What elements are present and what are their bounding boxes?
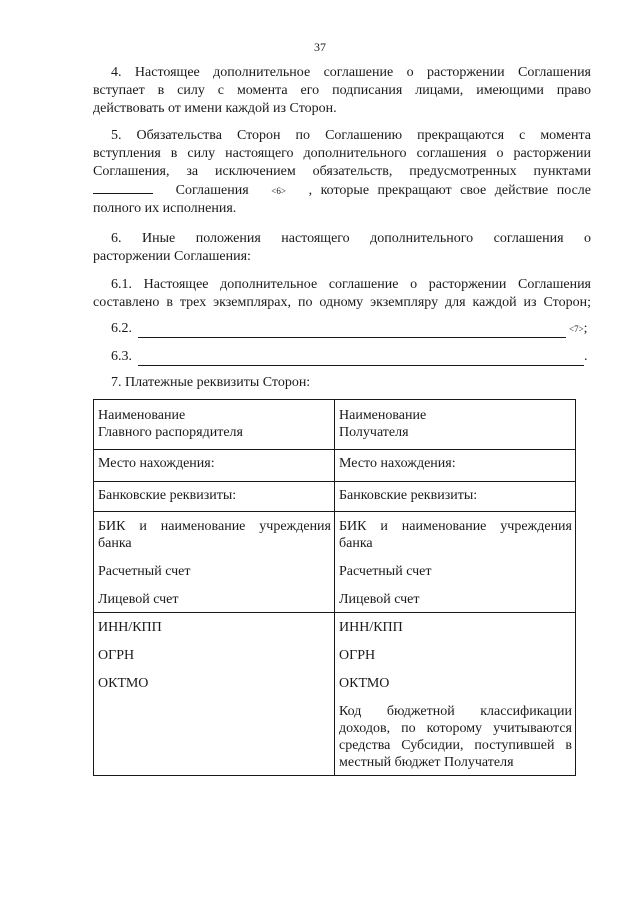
left-name-line: Наименование (98, 408, 186, 423)
paragraph-5-line: Соглашения, за исключением обязательств, предусмотренных пунктами (93, 164, 591, 179)
footnote-ref-6: <6> (271, 186, 286, 196)
paragraph-6-1-line: 6.1. Настоящее дополнительное соглашение о расторжении Соглашения (111, 277, 591, 292)
left-inn-kpp: ИНН/КПП (98, 620, 162, 635)
table-row (94, 482, 576, 512)
right-bank-details-label: Банковские реквизиты: (339, 488, 478, 503)
item-6-3-label: 6.3. (111, 349, 132, 364)
left-bank-details-label: Банковские реквизиты: (98, 488, 237, 503)
right-kbk-line: средства Субсидии, поступившей в (339, 738, 572, 753)
item-6-2-label: 6.2. (111, 321, 132, 336)
left-location-cell (94, 450, 335, 482)
left-bik-line: БИК и наименование учреждения (98, 519, 331, 534)
left-personal-account: Лицевой счет (98, 592, 179, 607)
item-6-3-end: . (584, 349, 588, 364)
paragraph-6-1-line: составлено в трех экземплярах, по одному экземпляру для каждой из Сторон; (93, 295, 591, 310)
right-location-label: Место нахождения: (339, 456, 456, 471)
agreement-word: Соглашения (175, 183, 249, 198)
left-name-cell (94, 400, 335, 450)
paragraph-6 (93, 230, 591, 266)
right-ogrn: ОГРН (339, 648, 376, 663)
item-6-2-blank (138, 324, 566, 338)
requisites-table (93, 399, 576, 776)
paragraph-5-line: полного их исполнения. (93, 201, 237, 216)
right-name-line: Наименование (339, 408, 427, 423)
left-ogrn: ОГРН (98, 648, 135, 663)
right-kbk-line: местный бюджет Получателя (339, 755, 514, 770)
table-row (94, 613, 576, 776)
paragraph-5-line-4 (93, 181, 591, 200)
items-blank-field (93, 181, 153, 194)
paragraph-5 (93, 127, 591, 218)
left-ids-cell (94, 613, 335, 776)
right-oktmo: ОКТМО (339, 676, 390, 691)
paragraph-6-line: 6. Иные положения настоящего дополнительного соглашения о (111, 231, 591, 246)
item-6-2 (111, 320, 588, 338)
right-inn-kpp: ИНН/КПП (339, 620, 403, 635)
paragraph-5-line: вступления в силу настоящего дополнительного соглашения о расторжении (93, 146, 591, 161)
paragraph-4-line: 4. Настоящее дополнительное соглашение о расторжении Соглашения (111, 65, 591, 80)
paragraph-4-line: действовать от имени каждой из Сторон. (93, 101, 337, 116)
right-bank-cell (335, 512, 576, 613)
left-bank-details-cell (94, 482, 335, 512)
left-bik-line: банка (98, 536, 132, 551)
paragraph-6-1 (93, 276, 591, 312)
right-name-cell (335, 400, 576, 450)
right-kbk-line: Код бюджетной классификации (339, 704, 572, 719)
paragraph-5-line-4-rest: , которые прекращают свое действие после (308, 183, 591, 198)
footnote-ref-7: <7> (569, 324, 584, 334)
paragraph-4-line: вступает в силу с момента его подписания лицами, имеющими право (93, 83, 591, 98)
right-kbk-line: доходов, по которому учитываются (339, 721, 572, 736)
right-name-line: Получателя (339, 425, 409, 440)
page-number: 37 (314, 40, 326, 54)
table-row (94, 400, 576, 450)
paragraph-7: 7. Платежные реквизиты Сторон: (111, 375, 311, 390)
paragraph-5-line: 5. Обязательства Сторон по Соглашению прекращаются с момента (111, 128, 591, 143)
left-location-label: Место нахождения: (98, 456, 215, 471)
left-name-line: Главного распорядителя (98, 425, 243, 440)
table-row (94, 450, 576, 482)
right-personal-account: Лицевой счет (339, 592, 420, 607)
right-bik-line: БИК и наименование учреждения (339, 519, 572, 534)
item-6-3 (111, 348, 588, 366)
paragraph-4 (93, 64, 591, 118)
left-oktmo: ОКТМО (98, 676, 149, 691)
paragraph-6-line: расторжении Соглашения: (93, 249, 251, 264)
right-bik-line: банка (339, 536, 373, 551)
left-bank-cell (94, 512, 335, 613)
right-settlement-account: Расчетный счет (339, 564, 432, 579)
right-ids-cell (335, 613, 576, 776)
item-6-3-blank (138, 352, 584, 366)
item-6-2-end: ; (583, 321, 588, 336)
right-bank-details-cell (335, 482, 576, 512)
right-location-cell (335, 450, 576, 482)
table-row (94, 512, 576, 613)
left-settlement-account: Расчетный счет (98, 564, 191, 579)
